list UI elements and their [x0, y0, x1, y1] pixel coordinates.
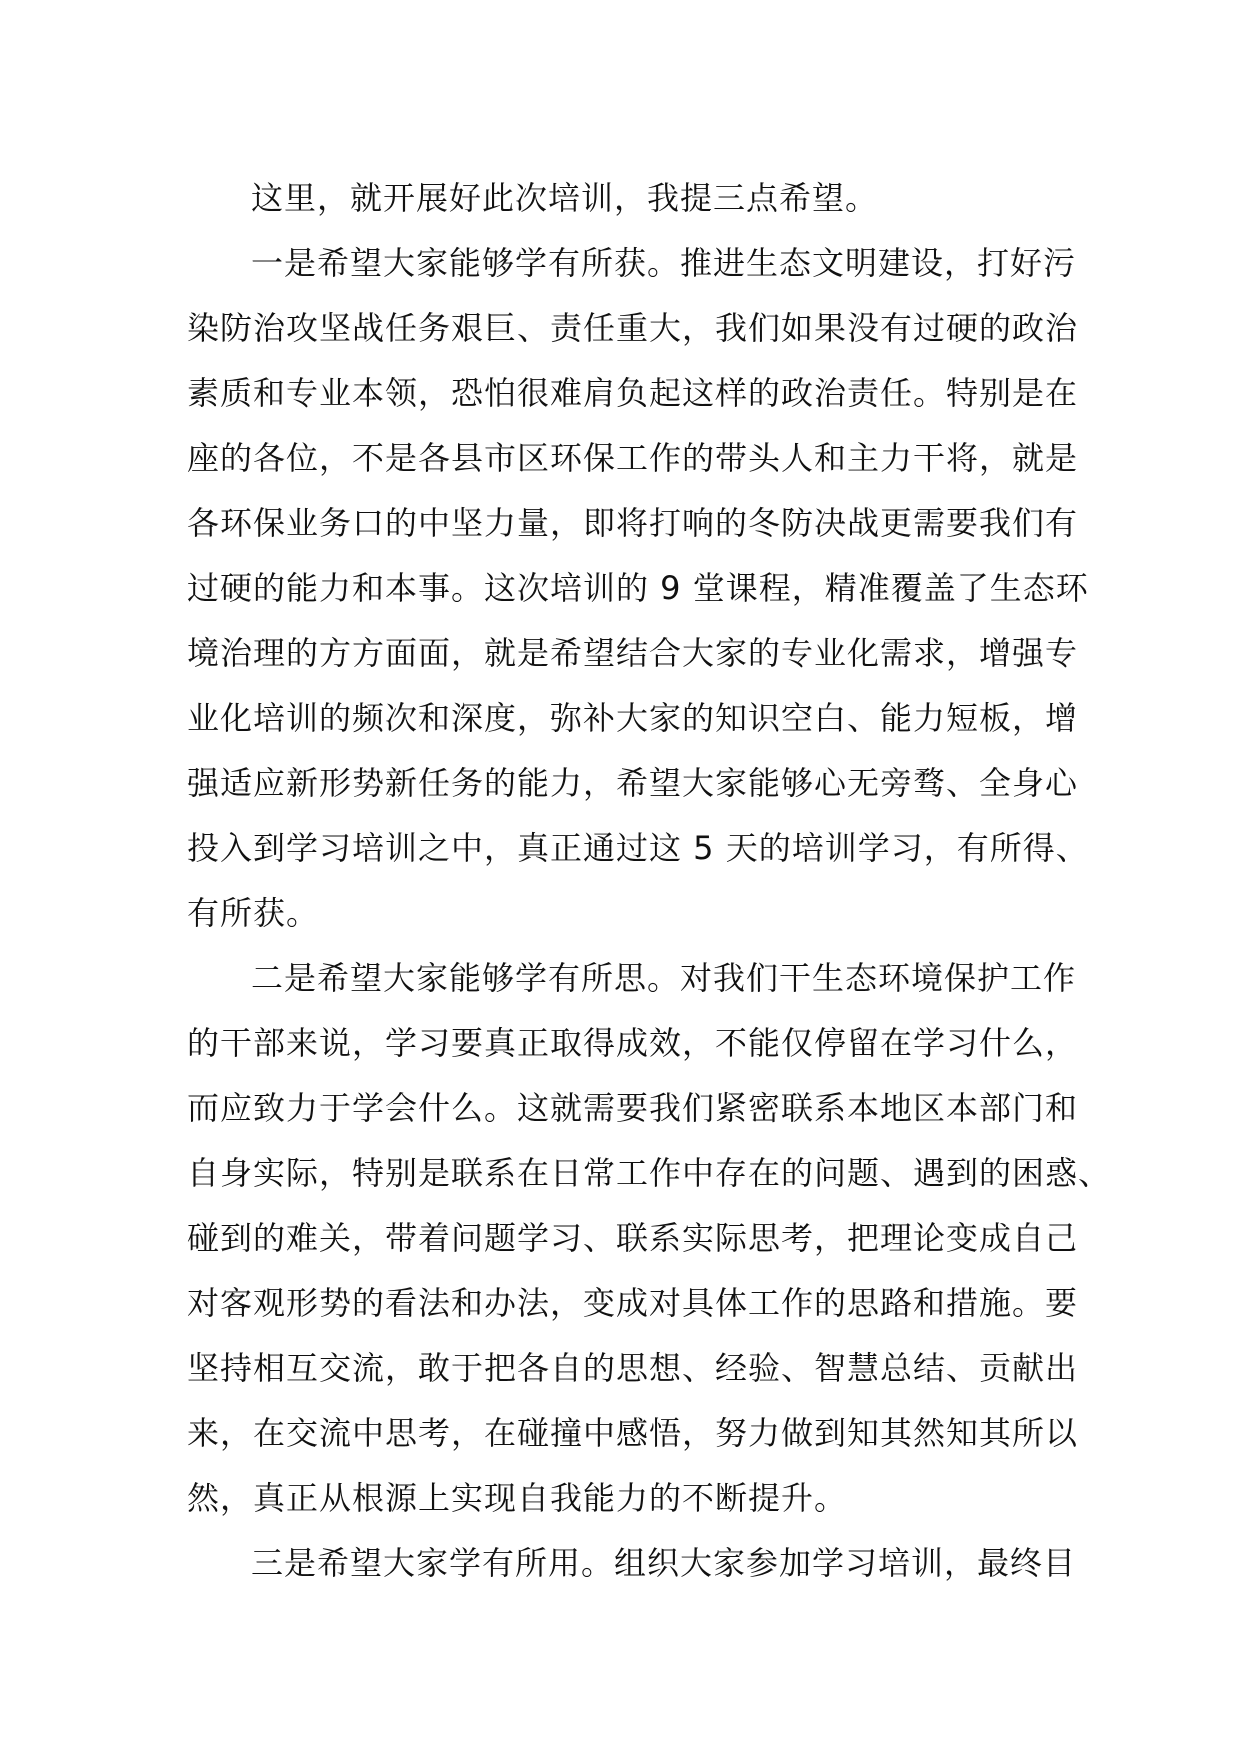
text-line: 三是希望大家学有所用。组织大家参加学习培训，最终目: [251, 1544, 1077, 1582]
text-line: 二是希望大家能够学有所思。对我们干生态环境保护工作: [251, 959, 1077, 997]
paragraph-point-one: [187, 231, 1089, 946]
text-line: 素质和专业本领，恐怕很难肩负起这样的政治责任。特别是在: [187, 374, 1079, 412]
text-line: 坚持相互交流，敢于把各自的思想、经验、智慧总结、贡献出: [187, 1349, 1079, 1387]
text-line: 过硬的能力和本事。这次培训的 9 堂课程，精准覆盖了生态环: [187, 569, 1089, 607]
document-body: [187, 166, 1112, 1596]
paragraph-point-three: [187, 1531, 1077, 1596]
text-line: 染防治攻坚战任务艰巨、责任重大，我们如果没有过硬的政治: [187, 309, 1079, 347]
text-line: 然，真正从根源上实现自我能力的不断提升。: [187, 1479, 848, 1517]
text-line: 这里，就开展好此次培训，我提三点希望。: [251, 179, 879, 217]
text-line: 各环保业务口的中坚力量，即将打响的冬防决战更需要我们有: [187, 504, 1079, 542]
paragraph-point-two: [187, 946, 1112, 1531]
text-line: 座的各位，不是各县市区环保工作的带头人和主力干将，就是: [187, 439, 1079, 477]
text-line: 来，在交流中思考，在碰撞中感悟，努力做到知其然知其所以: [187, 1414, 1079, 1452]
text-line: 自身实际，特别是联系在日常工作中存在的问题、遇到的困惑、: [187, 1154, 1112, 1192]
text-line: 对客观形势的看法和办法，变成对具体工作的思路和措施。要: [187, 1284, 1079, 1322]
text-line: 投入到学习培训之中，真正通过这 5 天的培训学习，有所得、: [187, 829, 1089, 867]
paragraph-intro: [187, 166, 1057, 231]
text-line: 碰到的难关，带着问题学习、联系实际思考，把理论变成自己: [187, 1219, 1079, 1257]
text-line: 有所获。: [187, 894, 320, 932]
text-line: 的干部来说，学习要真正取得成效，不能仅停留在学习什么，: [187, 1024, 1079, 1062]
text-line: 一是希望大家能够学有所获。推进生态文明建设，打好污: [251, 244, 1077, 282]
text-line: 业化培训的频次和深度，弥补大家的知识空白、能力短板，增: [187, 699, 1079, 737]
text-line: 而应致力于学会什么。这就需要我们紧密联系本地区本部门和: [187, 1089, 1079, 1127]
text-line: 境治理的方方面面，就是希望结合大家的专业化需求，增强专: [187, 634, 1079, 672]
text-line: 强适应新形势新任务的能力，希望大家能够心无旁骛、全身心: [187, 764, 1079, 802]
